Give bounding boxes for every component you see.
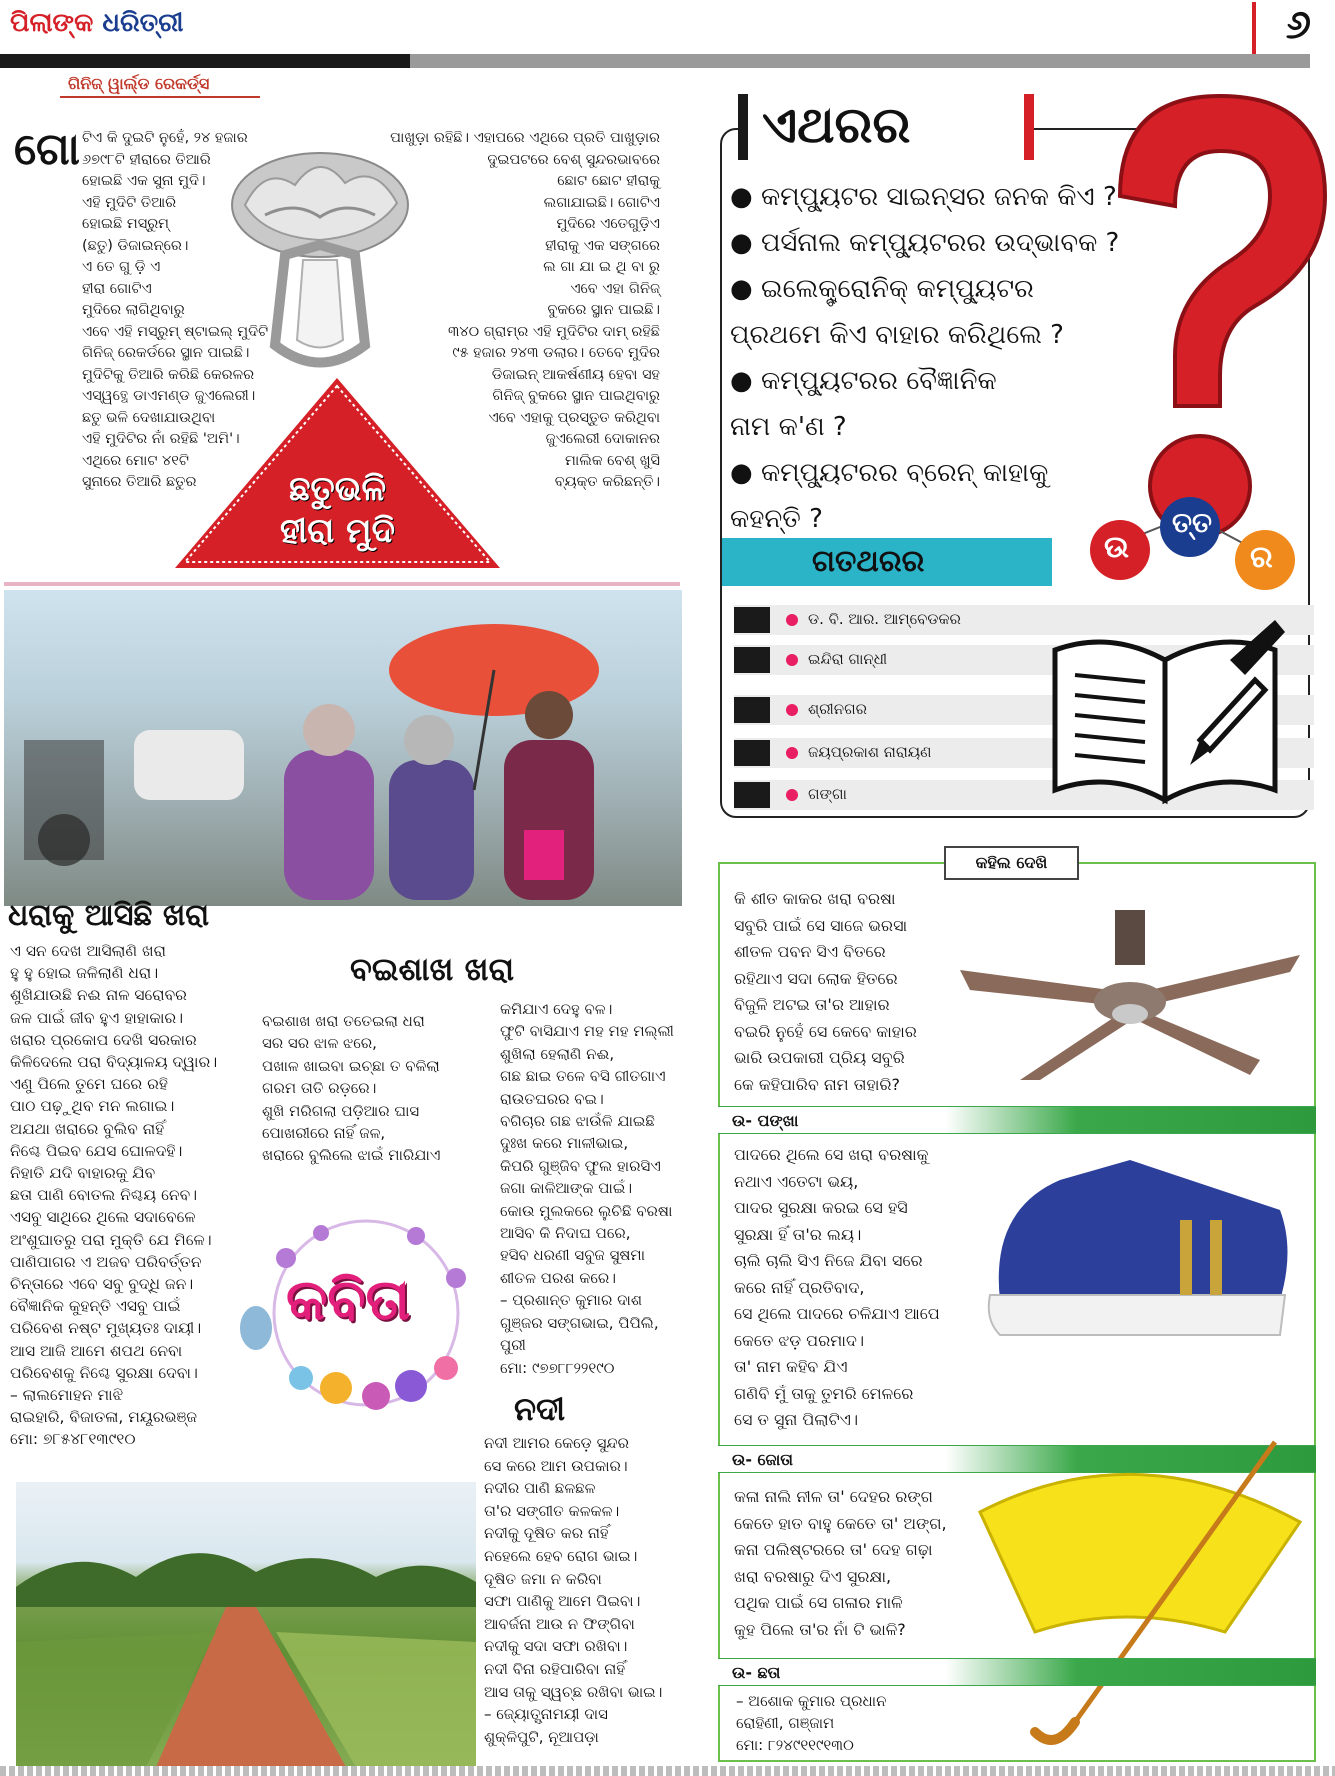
circle-letter-1: ଉ: [1104, 530, 1129, 565]
answer-bar-1: [718, 1106, 1316, 1134]
diamond-ring-image: [225, 145, 415, 385]
section-divider: [4, 582, 680, 586]
kicker-underline: [60, 96, 260, 98]
quiz-question-1: ● କମ୍ପ୍ୟୁଟର ସାଇନ୍ସର ଜନକ କିଏ ?: [730, 182, 1117, 212]
page-number: ୬: [1285, 2, 1311, 48]
book-pencil-icon: [1050, 620, 1285, 805]
quiz-question-4-text: କମ୍ପ୍ୟୁଟରର ବୈଜ୍ଞାନିକ ନାମ କ'ଣ ?: [730, 366, 997, 442]
header-rule-grey: [410, 54, 1310, 68]
poem-title-nadi: ନଦୀ: [514, 1390, 566, 1428]
quiz-question-2: ● ପର୍ସନାଲ କମ୍ପ୍ୟୁଟରର ଉଦ୍ଭାବକ ?: [730, 228, 1120, 258]
answer-bullet: [786, 704, 798, 716]
answer-bullet: [786, 654, 798, 666]
answer-bar-3: [718, 1658, 1316, 1686]
headline-line-2: ହୀରା ମୁଦି: [280, 511, 395, 551]
answer-bullet: [786, 747, 798, 759]
heatwave-photo-illustration: [4, 590, 682, 906]
answer-square: [734, 607, 770, 633]
answer-square: [734, 697, 770, 723]
quiz-question-3-text: ଇଲେକ୍ଟ୍ରୋନିକ୍ କମ୍ପ୍ୟୁଟର ପ୍ରଥମେ କିଏ ବାହାର କରିଥିଲେ ?: [730, 274, 1064, 350]
answer-text-2: ଇନ୍ଦିରା ଗାନ୍ଧୀ: [808, 650, 888, 668]
answer-square: [734, 647, 770, 673]
quiz-question-5: ● କମ୍ପ୍ୟୁଟରର ବ୍ରେନ୍ କାହାକୁ କହନ୍ତି ?: [730, 458, 1049, 534]
circle-letter-2: ତ୍ତ: [1172, 506, 1212, 539]
quiz-questions: [730, 174, 1120, 542]
riddle-2-text: ପାଦରେ ଥିଲେ ସେ ଖରା ବରଷାକୁ ନଥାଏ ଏତେଟା ଭୟ, ପାଦର ସୁରକ୍ଷା କରଇ ସେ ହସି ସୁରକ୍ଷା ହିଁ ତା'ର ଲୟ। ଚାଲି ଚାଲି ସିଏ ନିଜେ ଯିବା ସରେ କରେ ନାହିଁ ପ୍ରତିବାଦ, ସେ ଥିଲେ ପାଦରେ ଚଳିଯାଏ ଆପେ କେତେ ଝଡ଼ ପରମାଦ। ତା' ନାମ କହିବ ଯିଏ ଗଣିବି ମୁଁ ତାକୁ ତୁମରି ମେଳରେ ସେ ତ ସୁନା ପିଲାଟିଏ।: [734, 1145, 940, 1429]
answer-text-5: ଗଙ୍ଗା: [808, 785, 847, 803]
answer-text-3: ଶ୍ରୀନଗର: [808, 700, 868, 718]
quiz-heading: ଏଥରର: [762, 96, 911, 154]
umbrella-image: [975, 1432, 1305, 1752]
poem-body-nadi: ନଦୀ ଆମର କେଡ଼େ ସୁନ୍ଦର ସେ କରେ ଆମ ଉପକାର। ନଦୀର ପାଣି ଛଳଛଳ ତା'ର ସଙ୍ଗୀତ କଳକଳ। ନଦୀକୁ ଦୂଷିତ କର ନାହିଁ ନହେଲେ ହେବ ରୋଗ ଭାଇ। ଦୂଷିତ ଜମା ନ କରିବା ସଫା ପାଣିକୁ ଆମେ ପିଇବା। ଆବର୍ଜନା ଆଉ ନ ଫିଙ୍ଗିବା ନଦୀକୁ ସଦା ସଫା ରଖିବା। ନଦୀ ବିନା ରହିପାରିବା ନାହିଁ ଆସ ତାକୁ ସ୍ୱଚ୍ଛ ରଖିବା ଭାଇ। – ଜ୍ୟୋତ୍ସ୍ନାମୟୀ ଦାସ ଶୁକ୍ଳିପୁଟି, ନୂଆପଡ଼ା: [484, 1434, 663, 1746]
poem-title-khara: ଧରାକୁ ଆସିଛି ଖରା: [8, 898, 210, 933]
kavita-label: କବିତା: [286, 1268, 411, 1333]
brand-word-1: ପିଲାଙ୍କ: [10, 8, 94, 38]
quiz-question-2-text: ପର୍ସନାଲ କମ୍ପ୍ୟୁଟରର ଉଦ୍ଭାବକ ?: [760, 228, 1120, 258]
poem-title-baishakh: ବଇଶାଖ ଖରା: [350, 950, 515, 988]
shoe-image: [980, 1150, 1300, 1340]
poem-baishakh-right: କମିଯାଏ ଦେହୁ ବଳ। ଫୁଟି ବାସିଯାଏ ମହ ମହ ମଲ୍ଲୀ ଶୁଖିଲା ହେଲାଣି ନଈ, ଗଛ ଛାଇ ତଳେ ବସି ଗୀତଗାଏ ରାଉତଘରର ବଇ। ବଗିଚାର ଗଛ ଝାଉଁଳି ଯାଇଛି ଦୁଃଖ କରେ ମାଳୀଭାଇ, କିପରି ଗୁଞ୍ଜିବ ଫୁଲ ହାରସିଏ ଜଗା କାଳିଆଙ୍କ ପାଇଁ। କୋଉ ମୁଲକରେ ଲୁଚିଛି ବରଷା ଆସିବ କି ନିଦାଘ ପରେ, ହସିବ ଧରଣୀ ସବୁଜ ସୁଷମା ଶୀତଳ ପରଶ କରେ। – ପ୍ରଶାନ୍ତ କୁମାର ଦାଶ ଗୁଞ୍ଜର ସଙ୍ଗଭାଇ, ପିପିଲି, ପୁରୀ ମୋ: ୯୭୭୮୮୨୨୧୯୦: [500, 1000, 674, 1377]
answer-text-4: ଜୟପ୍ରକାଶ ନାରାୟଣ: [808, 743, 932, 761]
riddle-1-text: କି ଶୀତ କାକର ଖରା ବରଷା ସବୁରି ପାଇଁ ସେ ସାଜେ ଭରସା ଶୀତଳ ପବନ ସିଏ ବିତରେ ରହିଥାଏ ସଦା ଲୋକ ହିତରେ ବିଜୁଳି ଅଟଇ ତା'ର ଆହାର ବଇରି ନୁହେଁ ସେ କେବେ କାହାର ଭାରି ଉପକାରୀ ପ୍ରିୟ ସବୁରି କେ କହିପାରିବ ନାମ ତାହାରି?: [734, 889, 917, 1094]
brand-word-2: ଧରିତ୍ରୀ: [102, 8, 184, 38]
header-rule-dark: [0, 54, 410, 68]
quiz-heading-bar-right: [1024, 94, 1034, 160]
riddle-1-answer: ଉ- ପଙ୍ଖା: [732, 1111, 799, 1130]
last-answers-heading: ଗତଥରର: [812, 544, 925, 579]
quiz-question-1-text: କମ୍ପ୍ୟୁଟର ସାଇନ୍ସର ଜନକ କିଏ ?: [760, 182, 1117, 212]
riddle-tag: କହିଲ ଦେଖି: [944, 846, 1079, 880]
page-number-divider: [1252, 2, 1256, 62]
section-kicker: ଗିନିଜ୍ ୱାର୍ଲ୍ଡ ରେକର୍ଡ୍ସ: [68, 74, 210, 93]
quiz-question-4: ● କମ୍ପ୍ୟୁଟରର ବୈଜ୍ଞାନିକ ନାମ କ'ଣ ?: [730, 366, 997, 442]
riddle-2-answer: ଉ- ଜୋତା: [732, 1450, 793, 1469]
ceiling-fan-image: [960, 910, 1300, 1080]
guinness-text-right: ପାଖୁଡ଼ା ରହିଛି। ଏହାପରେ ଏଥିରେ ପ୍ରତି ପାଖୁଡ଼ାର ଦୁଇପଟରେ ବେଶ୍ ସୁନ୍ଦରଭାବରେ ଛୋଟ ଛୋଟ ହୀରାକୁ ଲଗାଯାଇଛି। ଗୋଟିଏ ମୁଦିରେ ଏତେଗୁଡ଼ିଏ ହୀରାକୁ ଏକ ସଙ୍ଗରେ ଲ ଗା ଯା ଇ ଥି ବା ରୁ ଏବେ ଏହା ଗିନିଜ୍ ବୁକରେ ସ୍ଥାନ ପାଇଛି। ୩୪୦ ଗ୍ରାମ୍‌ର ଏହି ମୁଦିଟିର ଦାମ୍ ରହିଛି ୯୫ ହଜାର ୨୪୩ ଡଲାର। ତେବେ ମୁଦିର ଡିଜାଇନ୍ ଆକର୍ଷଣୀୟ ହେବା ସହ ଗିନିଜ୍ ବୁକରେ ସ୍ଥାନ ପାଇଥିବାରୁ ଏବେ ଏହାକୁ ପ୍ରସ୍ତୁତ କରିଥିବା ଜୁଏଲେରୀ ଦୋକାନର ମାଲିକ ବେଶ୍ ଖୁସି ବ୍ୟକ୍ତ କରିଛନ୍ତି।: [390, 130, 660, 490]
answer-bullet: [786, 789, 798, 801]
circle-letter-3: ର: [1250, 540, 1273, 575]
quiz-question-5-text: କମ୍ପ୍ୟୁଟରର ବ୍ରେନ୍ କାହାକୁ କହନ୍ତି ?: [730, 458, 1049, 534]
quiz-heading-bar-left: [738, 94, 748, 160]
answer-bullet: [786, 614, 798, 626]
answer-square: [734, 740, 770, 766]
headline-badge: [230, 468, 445, 552]
poem-body-khara: ଏ ସନ ଦେଖ ଆସିଲାଣି ଖରା ହୁ ହୁ ହୋଇ ଜଳିଲାଣି ଧରା। ଶୁଖିଯାଉଛି ନଈ ନାଳ ସରୋବର ଜଳ ପାଇଁ ଜୀବ ହୁଏ ହାହାକାର। ଖରାର ପ୍ରକୋପ ଦେଖି ସରକାର କିଳିଦେଲେ ପରା ବିଦ୍ୟାଳୟ ଦ୍ୱାର। ଏଣୁ ପିଲେ ତୁମେ ଘରେ ରହି ପାଠ ପଢ଼ୁଥିବ ମନ ଲଗାଇ। ଅଯଥା ଖରାରେ ବୁଲିବ ନାହିଁ ନିଶ୍ଚେ ପିଇବ ଯେସ ଘୋଳଦହି। ନିହାତି ଯଦି ବାହାରକୁ ଯିବ ଛତା ପାଣି ବୋତଲ ନିଶ୍ଚୟ ନେବ। ଏସବୁ ସାଥିରେ ଥିଲେ ସଦାବେଳେ ଅଂଶୁଘାତରୁ ପରା ମୁକ୍ତି ଯେ ମିଳେ। ପାଣିପାଗର ଏ ଅଜବ ପରିବର୍ତ୍ତନ ଚିନ୍ତାରେ ଏବେ ସବୁ ବୁଦ୍ଧି ଜନ। ବୈଜ୍ଞାନିକ କୁହନ୍ତି ଏସବୁ ପାଇଁ ପରିବେଶ ନଷ୍ଟ ମୁଖ୍ୟତଃ ଦାୟୀ। ଆସ ଆଜି ଆମେ ଶପଥ ନେବା ପରିବେଶକୁ ନିଶ୍ଚେ ସୁରକ୍ଷା ଦେବା। – ଲାଲମୋହନ ମାଝି ରାଇହାରି, ବିଜାତଳା, ମୟୂରଭଞ୍ଜ ମୋ: ୭୮୫୪୮୧୩୯୧୦: [10, 942, 218, 1449]
headline-line-1: ଛତୁଭଳି: [288, 469, 387, 509]
answer-text-1: ଡ. ବି. ଆର. ଆମ୍ବେଡକର: [808, 610, 961, 628]
masthead-brand: [10, 8, 184, 39]
guinness-text-left: ଟିଏ କି ଦୁଇଟି ନୁହେଁ, ୨୪ ହଜାର ୬୭୯୮ଟି ହୀରାରେ ତିଆରି ହୋଇଛି ଏକ ସୁନା ମୁଦି। ଏହି ମୁଦିଟି ତିଆରି ହୋଇଛି ମସ୍‌ରୁମ୍ (ଛତୁ) ଡିଜାଇନ୍‌ରେ। ଏ ତେ ଗୁ ଡ଼ି ଏ ହୀରା ଗୋଟିଏ ମୁଦିରେ ଲାଗିଥିବାରୁ ଏବେ ଏହି ମସ୍‌ରୁମ୍ ଷ୍ଟାଇଲ୍ ମୁଦିଟି ଗିନିଜ୍ ରେକର୍ଡରେ ସ୍ଥାନ ପାଇଛି। ମୁଦିଟିକୁ ତିଆରି କରିଛି କେରଳର ଏସ୍‌ୱତ୍ଥେ ଡାଏମଣ୍ଡ ଜୁଏଲେରୀ। ଛତୁ ଭଳି ଦେଖାଯାଉଥିବା ଏହି ମୁଦିଟିର ନାଁ ରହିଛି 'ଅମି'। ଏଥିରେ ମୋଟ ୪୧ଟି ସୁନାରେ ତିଆରି ଛତୁର: [82, 130, 269, 490]
heatwave-photo: [4, 590, 682, 906]
riddle-3-answer: ଉ- ଛତା: [732, 1663, 781, 1682]
poem-baishakh-left: ବଇଶାଖ ଖରା ତତେଇଲା ଧରା ସର ସର ଝାଳ ଝରେ, ପଖାଳ ଖାଇବା ଇଚ୍ଛା ତ ବଳିଲା ଗରମ ତାତି ରଡ଼ରେ। ଶୁଖି ମରିଗଲା ପଡ଼ିଆର ଘାସ ପୋଖରୀରେ ନାହିଁ ଜଳ, ଖରାରେ ବୁଲିଲେ ଝାଇଁ ମାରିଯାଏ: [262, 1012, 441, 1165]
riddle-3-text: କଳା ନାଲି ନୀଳ ତା' ଦେହର ରଙ୍ଗ କେତେ ହାତ ବାହୁ କେତେ ତା' ଅଙ୍ଗ, କନା ପଲିଷ୍ଟରରେ ତା' ଦେହ ଗଢ଼ା ଖରା ବରଷାରୁ ଦିଏ ସୁରକ୍ଷା, ପଥିକ ପାଇଁ ସେ ଗଳାର ମାଳି କୁହ ପିଲେ ତା'ର ନାଁ ଟି ଭାଳି?: [734, 1487, 947, 1639]
answer-square: [734, 782, 770, 808]
footer-rule: [0, 1766, 1335, 1776]
riddle-credit: – ଅଶୋକ କୁମାର ପ୍ରଧାନ ରୋହିଣୀ, ଗଞ୍ଜାମ ମୋ: ୮୨୪୯୧୧୯୧୩୦: [736, 1692, 887, 1754]
village-road-illustration: [16, 1482, 476, 1767]
village-road-photo: [16, 1482, 476, 1767]
drop-cap: ଗୋ: [14, 124, 80, 175]
quiz-question-3: ● ଇଲେକ୍ଟ୍ରୋନିକ୍ କମ୍ପ୍ୟୁଟର ପ୍ରଥମେ କିଏ ବାହାର କରିଥିଲେ ?: [730, 274, 1064, 350]
